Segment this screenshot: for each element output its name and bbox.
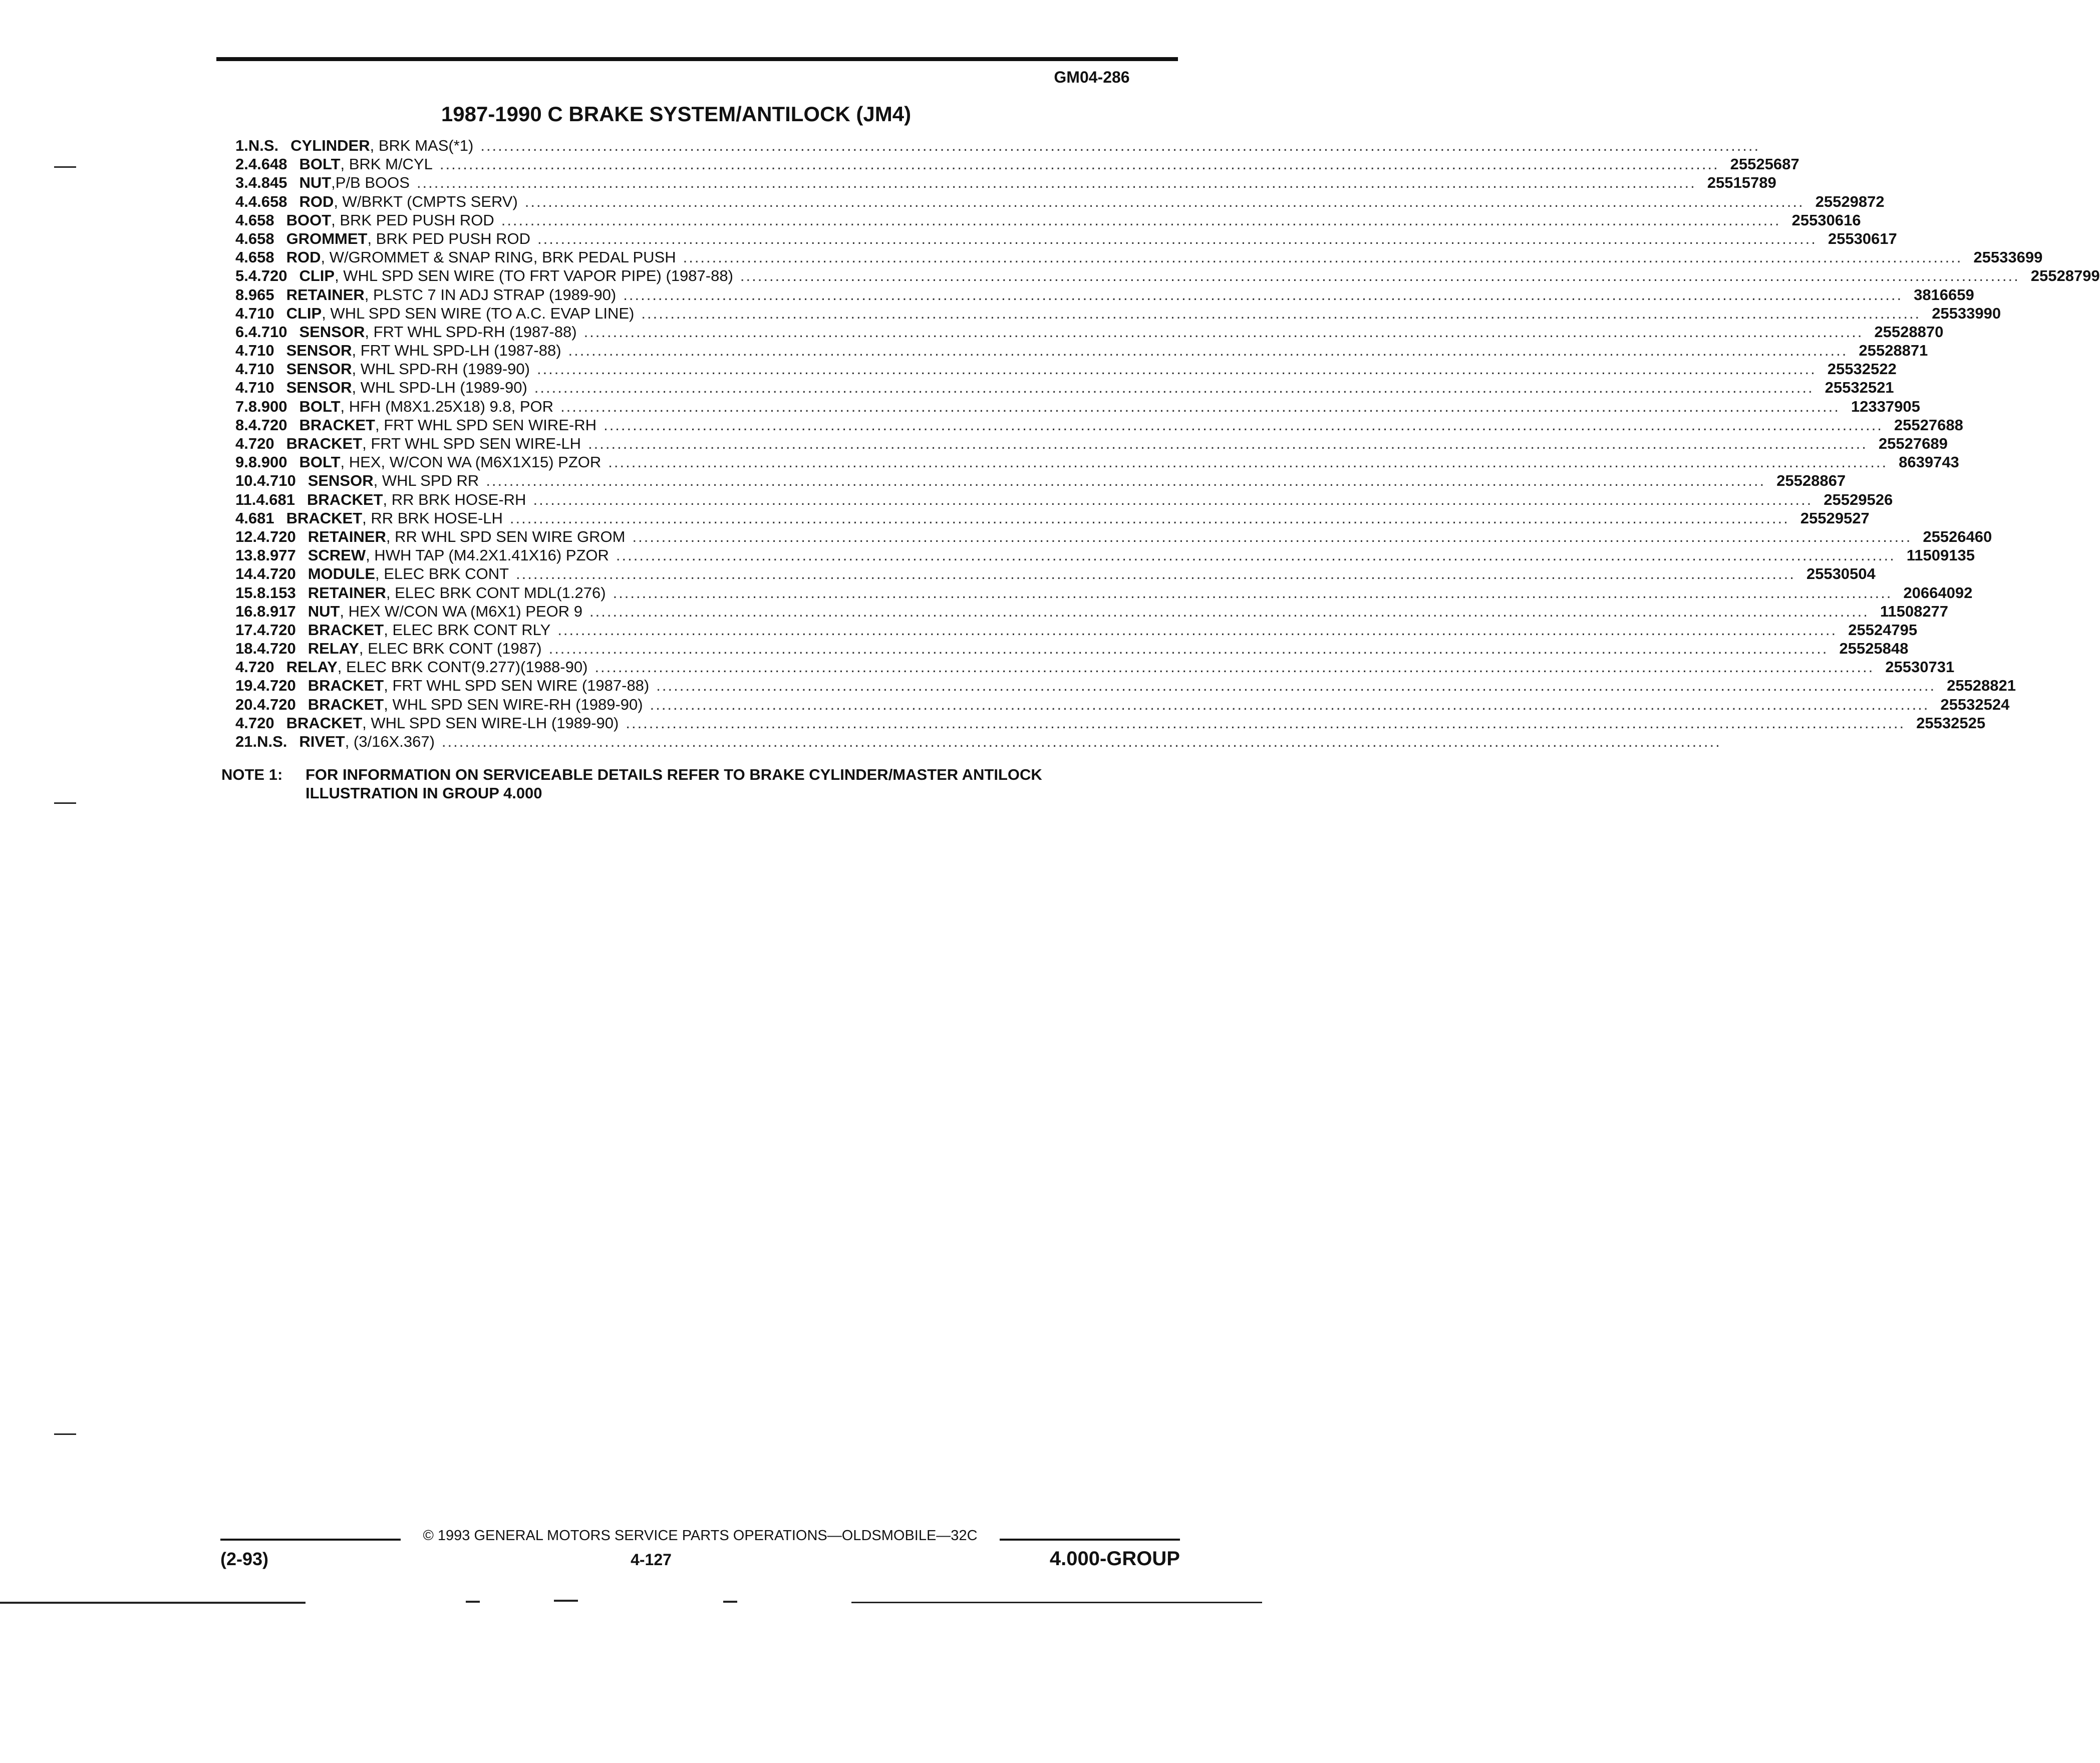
item-number: 13. [235,546,257,564]
leader-dots: ............................................................................................................................................................................................................................ [683,248,1963,266]
parts-row [235,564,1876,583]
part-description: , HEX, W/CON WA (M6X1X15) PZOR [340,453,602,471]
part-description: , WHL SPD SEN WIRE-LH (1989-90) [362,714,619,732]
parts-row [235,211,1861,229]
parts-row [235,676,2016,695]
footer-copyright: © 1993 GENERAL MOTORS SERVICE PARTS OPERATIONS—OLDSMOBILE—32C [423,1528,978,1544]
part-description: , W/BRKT (CMPTS SERV) [334,192,518,210]
part-number: 25527689 [1878,435,1948,452]
part-name: BRACKET [286,714,363,732]
item-number: 5. [235,267,248,285]
scan-mark [54,1433,76,1435]
note-label: NOTE 1: [221,766,283,783]
item-number: 15. [235,583,257,602]
part-description: , FRT WHL SPD SEN WIRE-LH [362,435,581,452]
group-number: N.S. [257,733,287,750]
part-number: 25525848 [1839,640,1909,658]
parts-row [235,229,1897,248]
part-description: , RR BRK HOSE-RH [383,490,526,508]
leader-dots: ............................................................................................................................................................................................................................ [589,602,1869,620]
part-description: , FRT WHL SPD SEN WIRE-RH [375,416,597,434]
part-name: RIVET [299,733,345,750]
parts-row [235,509,1870,527]
item-number: 21. [235,733,257,750]
part-number: 25528799 [2030,267,2100,285]
footer-rule-right [1000,1539,1180,1541]
parts-row [235,602,1949,621]
parts-row [235,621,1918,639]
leader-dots: ............................................................................................................................................................................................................................ [626,714,1906,732]
group-number: 4.720 [235,714,274,732]
parts-row [235,714,1986,732]
part-name: RELAY [308,640,359,658]
group-number: 4.710 [235,304,274,322]
item-number: 14. [235,565,257,583]
part-description: , HWH TAP (M4.2X1.41X16) PZOR [366,546,609,564]
item-number: 7. [235,397,248,415]
part-description: , RR BRK HOSE-LH [362,509,503,527]
group-number: 4.681 [256,490,295,508]
top-rule [216,57,1178,61]
footer-rule-left [220,1539,401,1541]
part-name: BOLT [299,397,341,415]
part-description: , FRT WHL SPD SEN WIRE (1987-88) [384,677,650,695]
item-number: 11. [235,490,256,508]
part-number: 25530616 [1791,211,1861,229]
part-name: CLIP [286,304,322,322]
leader-dots: ............................................................................................................................................................................................................................ [536,360,1817,378]
group-number: 4.658 [248,192,287,210]
group-number: 4.720 [257,527,296,545]
group-number: 4.845 [248,174,287,192]
scan-mark [54,802,76,804]
parts-row [235,583,1973,602]
leader-dots: ............................................................................................................................................................................................................................ [656,677,1936,695]
part-name: CLIP [299,267,335,285]
part-description: , ELEC BRK CONT RLY [384,621,551,639]
leader-dots: ............................................................................................................................................................................................................................ [740,267,2020,285]
leader-dots: ............................................................................................................................................................................................................................ [613,583,1893,602]
part-description: , ELEC BRK CONT [375,565,509,583]
leader-dots: ............................................................................................................................................................................................................................ [557,621,1838,639]
part-number: 11508277 [1880,602,1949,620]
group-number: 4.710 [235,379,274,397]
group-number: 8.900 [248,397,287,415]
part-name: NUT [308,602,340,620]
group-number: 4.658 [235,211,274,229]
part-description: , WHL SPD-RH (1989-90) [352,360,530,378]
group-number: 4.710 [235,342,274,360]
part-name: SENSOR [308,472,374,490]
part-number: 12337905 [1851,397,1920,415]
page-title: 1987-1990 C BRAKE SYSTEM/ANTILOCK (JM4) [441,102,912,126]
parts-row [235,658,1955,676]
part-name: BOLT [299,453,341,471]
leader-dots: ............................................................................................................................................................................................................................ [608,453,1888,471]
group-number: 4.720 [257,677,296,695]
group-number: 4.710 [235,360,274,378]
group-number: 8.965 [235,285,274,304]
part-number: 25528871 [1859,342,1928,360]
parts-row [235,248,2043,266]
part-description: , WHL SPD SEN WIRE-RH (1989-90) [384,695,643,713]
leader-dots: ............................................................................................................................................................................................................................ [534,379,1814,397]
leader-dots: ............................................................................................................................................................................................................................ [516,565,1795,583]
part-number: 25530731 [1885,658,1955,676]
group-number: 4.710 [248,323,287,341]
part-name: BRACKET [308,677,384,695]
part-name: NUT [299,174,332,192]
part-description: , RR WHL SPD SEN WIRE GROM [386,527,626,545]
parts-row [235,341,1928,360]
group-number: 4.720 [235,435,274,452]
part-name: BRACKET [299,416,375,434]
part-name: BRACKET [286,509,363,527]
part-description: , BRK MAS(*1) [370,137,474,154]
leader-dots: ............................................................................................................................................................................................................................ [548,640,1829,658]
parts-row [235,490,1893,509]
part-description: , WHL SPD-LH (1989-90) [352,379,527,397]
footer-date-code: (2-93) [220,1549,269,1569]
item-number: 19. [235,677,257,695]
part-name: SENSOR [286,379,352,397]
group-number: 8.977 [257,546,296,564]
leader-dots: ............................................................................................................................................................................................................................ [533,490,1813,508]
part-name: BRACKET [308,621,384,639]
parts-row [235,434,1948,453]
part-number: 25530617 [1828,229,1897,247]
item-number: 3. [235,174,248,192]
part-number: 8639743 [1899,453,1959,471]
part-description: , WHL SPD SEN WIRE (TO A.C. EVAP LINE) [322,304,635,322]
group-number: 4.681 [235,509,274,527]
part-number: 20664092 [1903,583,1973,602]
part-name: SENSOR [286,342,352,360]
part-description: , BRK M/CYL [340,155,433,173]
leader-dots: ............................................................................................................................................................................................................................ [537,229,1817,247]
parts-row [235,471,1846,490]
leader-dots: ............................................................................................................................................................................................................................ [632,527,1912,545]
item-number: 1. [235,137,248,154]
part-name: RELAY [286,658,338,676]
part-description: , HFH (M8X1.25X18) 9.8, POR [340,397,554,415]
leader-dots: ............................................................................................................................................................................................................................ [583,323,1864,341]
note-line-2: ILLUSTRATION IN GROUP 4.000 [306,784,542,802]
item-number: 4. [235,192,248,210]
parts-row [235,416,1963,434]
leader-dots: ............................................................................................................................................................................................................................ [486,472,1766,490]
leader-dots: ............................................................................................................................................................................................................................ [623,285,1903,304]
parts-row [235,732,1721,751]
part-number: 25529872 [1815,192,1885,210]
parts-row [235,304,2001,323]
part-number: 25528870 [1874,323,1944,341]
group-number: 8.153 [257,583,296,602]
leader-dots: ............................................................................................................................................................................................................................ [501,211,1781,229]
footnote [221,765,1173,802]
part-number: 25532521 [1825,379,1894,397]
part-description: , BRK PED PUSH ROD [331,211,494,229]
parts-row [235,695,2010,714]
group-number: 4.710 [257,472,296,490]
leader-dots: ............................................................................................................................................................................................................................ [641,304,1921,322]
document-code: GM04-286 [1054,68,1130,86]
item-number: 6. [235,323,248,341]
part-description: , ELEC BRK CONT MDL(1.276) [386,583,606,602]
part-number: 11509135 [1906,546,1975,564]
part-description: , HEX W/CON WA (M6X1) PEOR 9 [340,602,582,620]
leader-dots: ............................................................................................................................................................................................................................ [524,192,1805,210]
part-number: 25529527 [1800,509,1870,527]
part-number: 25528821 [1947,677,2016,695]
parts-row [235,360,1897,378]
group-number: 4.720 [248,416,287,434]
part-description: , (3/16X.367) [345,733,435,750]
group-number: 4.720 [257,565,296,583]
part-number: 25515789 [1707,174,1776,192]
footer-page-number: 4-127 [631,1551,672,1569]
item-number: 9. [235,453,248,471]
leader-dots: ............................................................................................................................................................................................................................ [650,695,1930,713]
parts-row [235,639,1909,658]
leader-dots: ............................................................................................................................................................................................................................ [480,137,1760,154]
part-name: RETAINER [308,527,386,545]
part-description: , W/GROMMET & SNAP RING, BRK PEDAL PUSH [321,248,676,266]
parts-row [235,155,1799,173]
leader-dots: ............................................................................................................................................................................................................................ [594,658,1875,676]
part-description: , BRK PED PUSH ROD [367,229,531,247]
group-number: N.S. [248,137,279,154]
part-description: ,P/B BOOS [331,174,410,192]
part-name: RETAINER [308,583,386,602]
part-number: 25532522 [1827,360,1897,378]
leader-dots: ............................................................................................................................................................................................................................ [616,546,1896,564]
part-number: 25525687 [1730,155,1799,173]
item-number: 10. [235,472,257,490]
part-description: , WHL SPD RR [373,472,479,490]
part-name: BOLT [299,155,341,173]
item-number: 8. [235,416,248,434]
part-description: , ELEC BRK CONT(9.277)(1988-90) [337,658,588,676]
part-name: SENSOR [286,360,352,378]
part-number: 25528867 [1776,472,1846,490]
parts-row [235,136,1760,155]
scan-mark [0,1602,306,1604]
part-name: BRACKET [286,435,363,452]
part-number: 25532525 [1916,714,1986,732]
group-number: 4.658 [235,229,274,247]
part-number: 25533699 [1973,248,2043,266]
group-number: 4.720 [248,267,287,285]
group-number: 4.720 [257,621,296,639]
part-name: MODULE [308,565,376,583]
part-number: 25530504 [1806,565,1876,583]
leader-dots: ............................................................................................................................................................................................................................ [509,509,1789,527]
part-number: 25533990 [1932,304,2001,322]
scan-mark [851,1602,1262,1603]
part-description: , ELEC BRK CONT (1987) [359,640,542,658]
leader-dots: ............................................................................................................................................................................................................................ [439,155,1719,173]
leader-dots: ............................................................................................................................................................................................................................ [416,174,1696,192]
parts-row [235,173,1776,192]
part-description: , WHL SPD SEN WIRE (TO FRT VAPOR PIPE) (1987-88) [335,267,733,285]
group-number: 4.648 [248,155,287,173]
parts-row [235,285,1974,304]
part-number: 25526460 [1923,527,1992,545]
group-number: 8.917 [257,602,296,620]
scan-mark [54,166,76,168]
part-name: BRACKET [307,490,383,508]
parts-row [235,527,1992,546]
part-description: , FRT WHL SPD-LH (1987-88) [352,342,561,360]
part-name: RETAINER [286,285,365,304]
parts-list [235,136,2100,751]
item-number: 18. [235,640,257,658]
part-number: 25532524 [1940,695,2010,713]
leader-dots: ............................................................................................................................................................................................................................ [441,733,1721,750]
group-number: 4.720 [257,640,296,658]
parts-row [235,453,1959,471]
group-number: 4.658 [235,248,274,266]
part-name: ROD [286,248,321,266]
footer-group: 4.000-GROUP [1049,1548,1180,1570]
parts-row [235,266,2100,285]
parts-row [235,397,1920,416]
part-number: 25527688 [1894,416,1963,434]
part-number: 3816659 [1914,285,1974,304]
part-name: BOOT [286,211,332,229]
part-name: CYLINDER [290,137,370,154]
leader-dots: ............................................................................................................................................................................................................................ [560,397,1840,415]
part-number: 25529526 [1824,490,1893,508]
part-name: GROMMET [286,229,368,247]
item-number: 20. [235,695,257,713]
part-name: SENSOR [299,323,365,341]
parts-row [235,546,1975,564]
part-description: , PLSTC 7 IN ADJ STRAP (1989-90) [364,285,617,304]
item-number: 16. [235,602,257,620]
group-number: 8.900 [248,453,287,471]
parts-row [235,323,1944,341]
note-line-1: FOR INFORMATION ON SERVICEABLE DETAILS REFER TO BRAKE CYLINDER/MASTER ANTILOCK [306,766,1042,783]
part-description: , FRT WHL SPD-RH (1987-88) [365,323,577,341]
leader-dots: ............................................................................................................................................................................................................................ [568,342,1848,360]
item-number: 17. [235,621,257,639]
scan-mark [554,1600,578,1602]
group-number: 4.720 [257,695,296,713]
item-number: 2. [235,155,248,173]
part-name: BRACKET [308,695,384,713]
parts-row [235,192,1885,211]
leader-dots: ............................................................................................................................................................................................................................ [604,416,1883,434]
leader-dots: ............................................................................................................................................................................................................................ [588,435,1868,452]
scan-mark [723,1601,737,1603]
part-number: 25524795 [1848,621,1918,639]
part-name: SCREW [308,546,366,564]
parts-row [235,378,1894,397]
item-number: 12. [235,527,257,545]
group-number: 4.720 [235,658,274,676]
scan-mark [466,1601,480,1603]
part-name: ROD [299,192,334,210]
